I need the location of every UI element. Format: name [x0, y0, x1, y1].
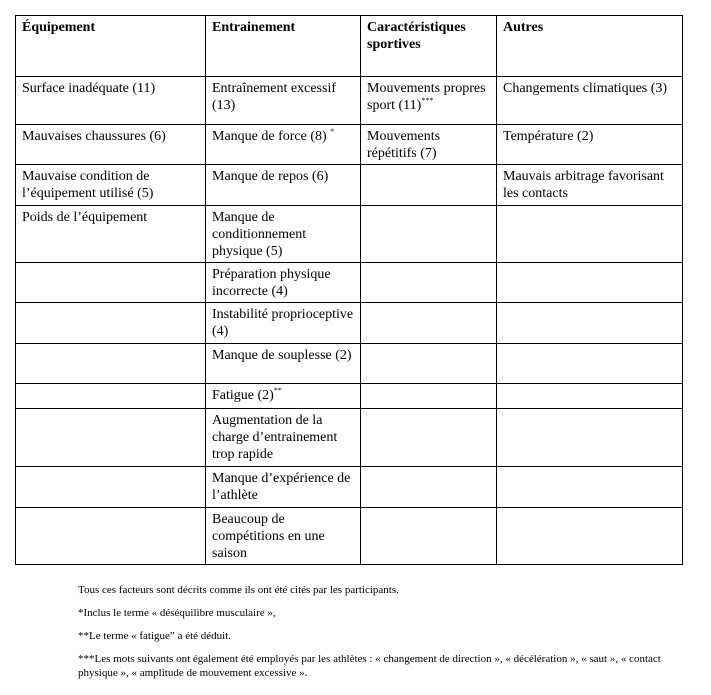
cell-autres: [497, 206, 683, 263]
cell-autres: [497, 467, 683, 508]
table-row: [16, 125, 683, 165]
cell-caracteristiques: [361, 467, 497, 508]
cell-caracteristiques: [361, 344, 497, 384]
cell-caracteristiques: Mouvements répétitifs (7): [361, 125, 497, 165]
cell-autres: Changements climatiques (3): [497, 77, 683, 125]
cell-equipement: [16, 344, 206, 384]
cell-entrainement: Manque de conditionnement physique (5): [206, 206, 361, 263]
footnote-marker: *: [330, 127, 335, 136]
cell-entrainement: Instabilité proprioceptive (4): [206, 303, 361, 344]
cell-caracteristiques: [361, 303, 497, 344]
cell-autres: [497, 508, 683, 565]
cell-equipement: Surface inadéquate (11): [16, 77, 206, 125]
footnote-2: **Le terme « fatigue” a été déduit.: [78, 630, 232, 642]
table-row: [16, 344, 683, 384]
cell-entrainement: Fatigue (2)**: [206, 384, 361, 409]
table-row: [16, 263, 683, 303]
cell-equipement: [16, 467, 206, 508]
cell-autres: [497, 263, 683, 303]
table-body: [16, 77, 683, 565]
cell-equipement: Mauvaises chaussures (6): [16, 125, 206, 165]
table-row: [16, 384, 683, 409]
footnote-marker: ***: [421, 96, 434, 105]
cell-entrainement: Manque de souplesse (2): [206, 344, 361, 384]
table-header-row: [16, 16, 683, 77]
cell-entrainement: Manque d’expérience de l’athlète: [206, 467, 361, 508]
cell-entrainement: Augmentation de la charge d’entrainement trop rapide: [206, 409, 361, 467]
footnote-1: *Inclus le terme « déséquilibre musculaire »,: [78, 607, 276, 619]
cell-caracteristiques: [361, 508, 497, 565]
cell-equipement: Mauvaise condition de l’équipement utilisé (5): [16, 165, 206, 206]
cell-entrainement: Entraînement excessif (13): [206, 77, 361, 125]
cell-autres: [497, 303, 683, 344]
footnote-3: ***Les mots suivants ont également été employés par les athlètes : « changement de direction », « décélération », « saut », « contact physique », « amplitude de mouvement excessive ».: [78, 653, 661, 679]
table-row: [16, 77, 683, 125]
table-row: [16, 303, 683, 344]
cell-entrainement: Manque de repos (6): [206, 165, 361, 206]
table-row: [16, 206, 683, 263]
header-equipement: Équipement: [16, 16, 206, 77]
cell-autres: [497, 344, 683, 384]
table-row: [16, 165, 683, 206]
cell-caracteristiques: [361, 263, 497, 303]
cell-entrainement: Préparation physique incorrecte (4): [206, 263, 361, 303]
cell-caracteristiques: [361, 206, 497, 263]
table-row: [16, 508, 683, 565]
footnotes: [78, 583, 678, 689]
cell-caracteristiques: Mouvements propres sport (11)***: [361, 77, 497, 125]
cell-equipement: [16, 409, 206, 467]
cell-equipement: Poids de l’équipement: [16, 206, 206, 263]
cell-caracteristiques: [361, 165, 497, 206]
table-row: [16, 409, 683, 467]
cell-autres: [497, 384, 683, 409]
cell-autres: [497, 409, 683, 467]
table-row: [16, 467, 683, 508]
cell-equipement: [16, 303, 206, 344]
cell-caracteristiques: [361, 384, 497, 409]
header-entrainement: Entrainement: [206, 16, 361, 77]
risk-factors-table: [15, 15, 683, 565]
cell-autres: Température (2): [497, 125, 683, 165]
cell-equipement: [16, 263, 206, 303]
cell-caracteristiques: [361, 409, 497, 467]
header-caracteristiques-sportives: Caractéristiques sportives: [361, 16, 497, 77]
cell-autres: Mauvais arbitrage favorisant les contacts: [497, 165, 683, 206]
footnote-intro: Tous ces facteurs sont décrits comme ils ont été cités par les participants.: [78, 584, 399, 596]
cell-entrainement: Beaucoup de compétitions en une saison: [206, 508, 361, 565]
footnote-marker: **: [273, 386, 282, 395]
cell-equipement: [16, 384, 206, 409]
cell-equipement: [16, 508, 206, 565]
header-autres: Autres: [497, 16, 683, 77]
cell-entrainement: Manque de force (8) *: [206, 125, 361, 165]
